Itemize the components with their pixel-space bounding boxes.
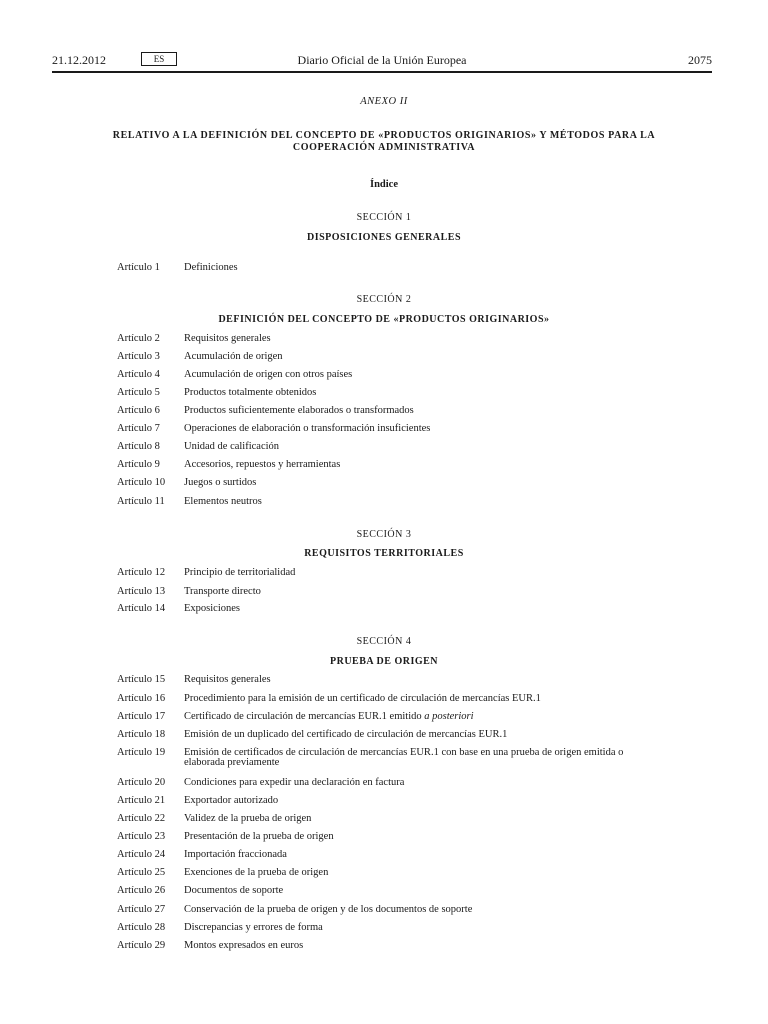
article-title: Definiciones (184, 262, 238, 273)
section-label: SECCIÓN 4 (356, 636, 412, 647)
article-number: Artículo 8 (117, 441, 160, 452)
journal-title: Diario Oficial de la Unión Europea (297, 53, 467, 67)
article-title: Requisitos generales (184, 674, 271, 685)
article-number: Artículo 22 (117, 813, 166, 824)
page-header (52, 51, 712, 69)
article-title: Procedimiento para la emisión de un certificado de circulación de mercancías EUR.1 (184, 693, 541, 704)
page-number: 2075 (688, 53, 712, 67)
article-number: Artículo 13 (117, 586, 166, 597)
section-title: DISPOSICIONES GENERALES (306, 232, 462, 243)
article-title: Productos suficientemente elaborados o transformados (184, 405, 414, 416)
article-number: Artículo 5 (117, 387, 160, 398)
article-number: Artículo 12 (117, 567, 166, 578)
article-number: Artículo 11 (117, 496, 165, 507)
article-number: Artículo 15 (117, 674, 166, 685)
article-title: Condiciones para expedir una declaración en factura (184, 777, 405, 788)
article-title: Discrepancias y errores de forma (184, 922, 323, 933)
article-title: Conservación de la prueba de origen y de los documentos de soporte (184, 904, 473, 915)
article-number: Artículo 29 (117, 940, 166, 951)
article-number: Artículo 17 (117, 711, 166, 722)
article-title: Montos expresados en euros (184, 940, 304, 951)
article-number: Artículo 25 (117, 867, 166, 878)
article-number: Artículo 28 (117, 922, 166, 933)
article-title: Juegos o surtidos (184, 477, 257, 488)
article-title: Emisión de un duplicado del certificado de circulación de mercancías EUR.1 (184, 729, 508, 740)
article-number: Artículo 4 (117, 369, 160, 380)
article-number: Artículo 21 (117, 795, 166, 806)
article-title: Exenciones de la prueba de origen (184, 867, 329, 878)
header-rule (52, 71, 712, 73)
article-title: Accesorios, repuestos y herramientas (184, 459, 341, 470)
article-title: Transporte directo (184, 586, 261, 597)
document-title: RELATIVO A LA DEFINICIÓN DEL CONCEPTO DE «PRODUCTOS ORIGINARIOS» Y MÉTODOS PARA LA COOPERACIÓN ADMINISTRATIVA (112, 130, 656, 153)
article-title: Unidad de calificación (184, 441, 280, 452)
section-title: PRUEBA DE ORIGEN (329, 656, 438, 667)
article-number: Artículo 6 (117, 405, 160, 416)
article-title: Documentos de soporte (184, 885, 284, 896)
article-title: Validez de la prueba de origen (184, 813, 312, 824)
article-number: Artículo 23 (117, 831, 166, 842)
article-title: Presentación de la prueba de origen (184, 831, 334, 842)
article-title: Certificado de circulación de mercancías EUR.1 emitido a posteriori (184, 711, 474, 722)
article-title: Importación fraccionada (184, 849, 287, 860)
article-number: Artículo 7 (117, 423, 160, 434)
section-title: DEFINICIÓN DEL CONCEPTO DE «PRODUCTOS ORIGINARIOS» (218, 314, 550, 325)
article-number: Artículo 26 (117, 885, 166, 896)
language-badge: ES (141, 52, 177, 66)
article-title: Requisitos generales (184, 333, 271, 344)
section-label: SECCIÓN 1 (356, 212, 412, 223)
section-label: SECCIÓN 3 (356, 529, 412, 540)
article-number: Artículo 10 (117, 477, 166, 488)
article-title: Acumulación de origen (184, 351, 283, 362)
article-number: Artículo 9 (117, 459, 160, 470)
article-title: Exportador autorizado (184, 795, 279, 806)
publication-date: 21.12.2012 (52, 53, 106, 67)
article-title: Acumulación de origen con otros países (184, 369, 353, 380)
article-title: Operaciones de elaboración o transformación insuficientes (184, 423, 431, 434)
article-title: Elementos neutros (184, 496, 262, 507)
article-title: Principio de territorialidad (184, 567, 296, 578)
article-number: Artículo 24 (117, 849, 166, 860)
index-heading: Índice (369, 179, 398, 190)
article-number: Artículo 27 (117, 904, 166, 915)
article-number: Artículo 3 (117, 351, 160, 362)
article-number: Artículo 20 (117, 777, 166, 788)
article-number: Artículo 19 (117, 747, 166, 758)
article-number: Artículo 16 (117, 693, 166, 704)
section-title: REQUISITOS TERRITORIALES (304, 548, 464, 559)
article-number: Artículo 1 (117, 262, 160, 273)
article-number: Artículo 14 (117, 603, 166, 614)
annex-label: ANEXO II (360, 96, 408, 107)
article-number: Artículo 18 (117, 729, 166, 740)
section-label: SECCIÓN 2 (356, 294, 412, 305)
article-title: Emisión de certificados de circulación de mercancías EUR.1 con base en una prueba de origen emitida o elaborada previamente (184, 747, 624, 768)
article-number: Artículo 2 (117, 333, 160, 344)
article-title: Exposiciones (184, 603, 240, 614)
article-title: Productos totalmente obtenidos (184, 387, 317, 398)
